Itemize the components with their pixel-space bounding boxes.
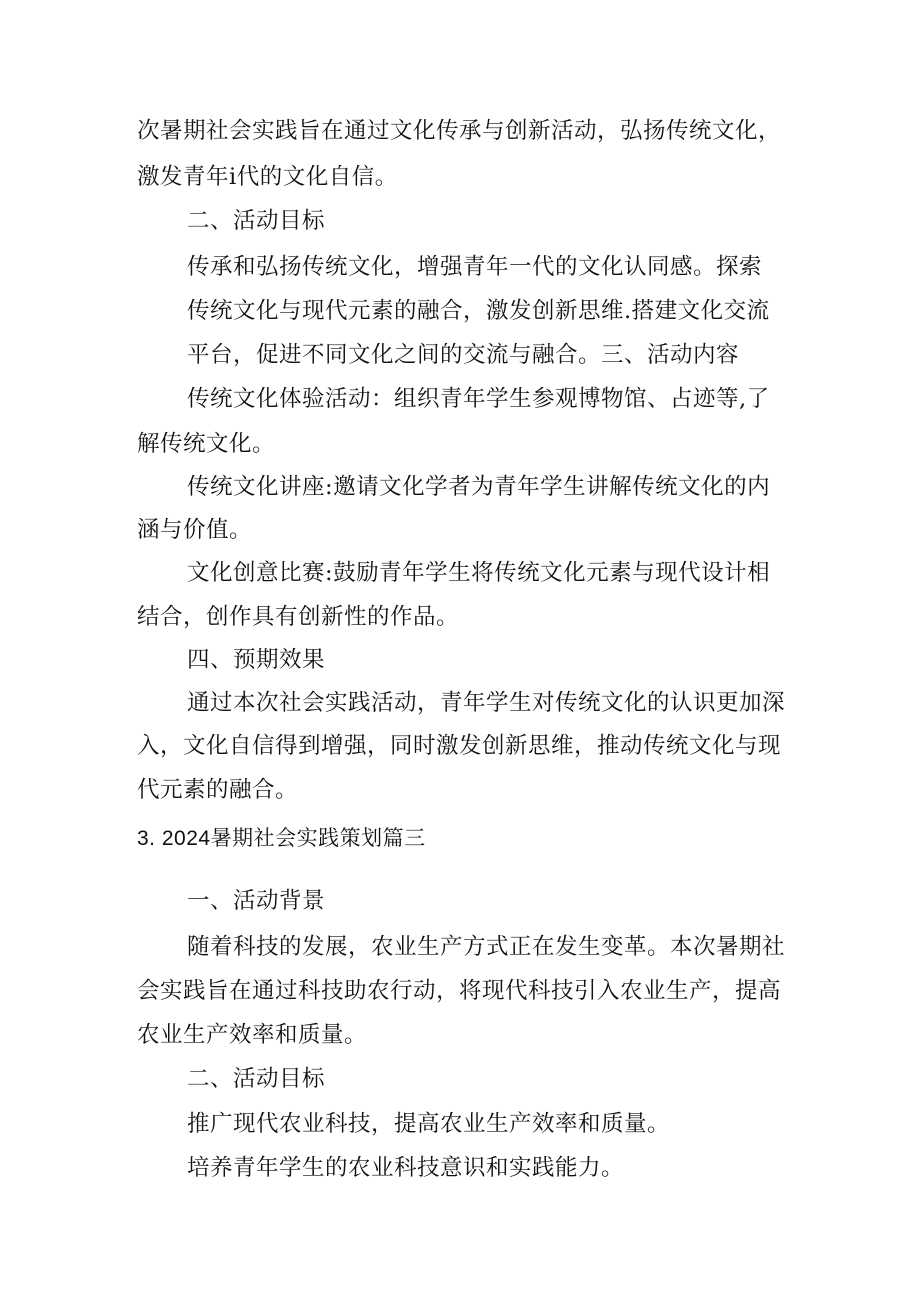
- paragraph-line: 培养青年学生的农业科技意识和实践能力。: [187, 1155, 625, 1181]
- paragraph-line: 传承和弘扬传统文化，增强青年一代的文化认同感。探索: [187, 254, 763, 280]
- section-heading: 二、活动目标: [187, 1066, 326, 1092]
- paragraph-line: 入，文化自信得到增强，同时激发创新思维，推动传统文化与现: [137, 733, 782, 759]
- section-heading: 四、预期效果: [187, 647, 326, 673]
- paragraph-line: 文化创意比赛:鼓励青年学生将传统文化元素与现代设计相: [187, 560, 771, 586]
- paragraph-line: 涵与价值。: [137, 517, 253, 543]
- paragraph-line: 随着科技的发展，农业生产方式正在发生变革。本次暑期社: [187, 934, 786, 960]
- paragraph-line: 会实践旨在通过科技助农行动，将现代科技引入农业生产，提高: [137, 978, 782, 1004]
- paragraph-line: 农业生产效率和质量。: [137, 1022, 368, 1048]
- paragraph-line: 推广现代农业科技，提高农业生产效率和质量。: [187, 1111, 671, 1137]
- paragraph-line: 平台，促进不同文化之间的交流与融合。三、活动内容: [187, 342, 740, 368]
- section-heading: 二、活动目标: [187, 208, 326, 234]
- paragraph-line: 激发青年i代的文化自信。: [137, 164, 398, 190]
- paragraph-line: 传统文化体验活动：组织青年学生参观博物馆、占迹等,了: [187, 386, 770, 412]
- paragraph-line: 传统文化与现代元素的融合，激发创新思维.搭建文化交流: [187, 298, 770, 324]
- chapter-heading: 3. 2024暑期社会实践策划篇三: [137, 827, 426, 850]
- paragraph-line: 代元素的融合。: [137, 777, 299, 803]
- paragraph-line: 次暑期社会实践旨在通过文化传承与创新活动，弘扬传统文化，: [137, 118, 782, 144]
- paragraph-line: 解传统文化。: [137, 431, 276, 457]
- section-heading: 一、活动背景: [187, 888, 326, 914]
- paragraph-line: 通过本次社会实践活动，青年学生对传统文化的认识更加深: [187, 690, 786, 716]
- paragraph-line: 传统文化讲座:邀请文化学者为青年学生讲解传统文化的内: [187, 474, 771, 500]
- paragraph-line: 结合，创作具有创新性的作品。: [137, 604, 460, 630]
